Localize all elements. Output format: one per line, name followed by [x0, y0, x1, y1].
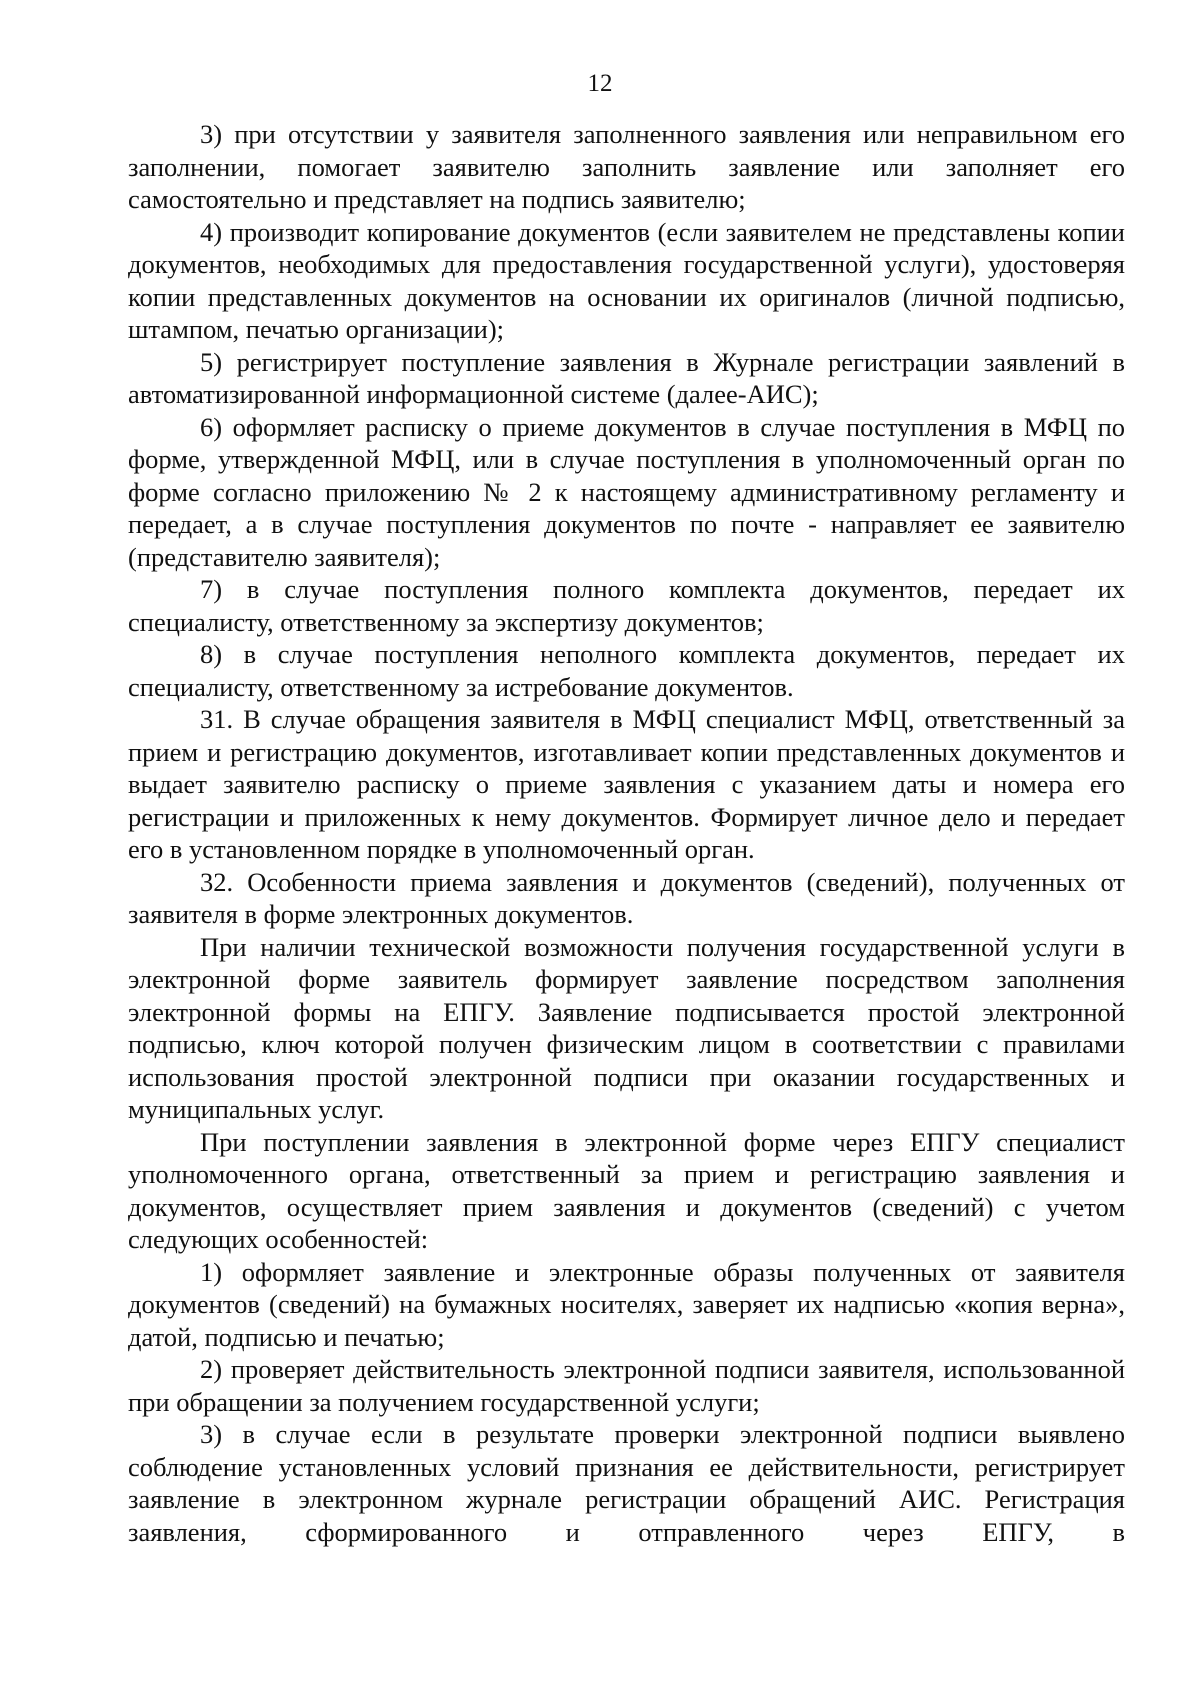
paragraph-item-7-full-set: 7) в случае поступления полного комплекта документов, передает их специалисту, ответственному за экспертизу документов;: [128, 574, 1125, 637]
paragraph-sub-3-registration: 3) в случае если в результате проверки электронной подписи выявлено соблюдение установленных условий признания ее действительности, регистрирует заявление в электронном журнале регистрации обращений АИС. Регистрация заявления, сформированного и отправленного через ЕПГУ, в: [128, 1419, 1125, 1547]
paragraph-epgu-form: При наличии технической возможности получения государственной услуги в электронной форме заявитель формирует заявление посредством заполнения электронной формы на ЕПГУ. Заявление подписывается простой электронной подписью, ключ которой получен физическим лицом в соответствии с правилами использования простой электронной подписи при оказании государственных и муниципальных услуг.: [128, 931, 1125, 1124]
paragraph-sub-2-signature-check: 2) проверяет действительность электронной подписи заявителя, использованной при обращении за получением государственной услуги;: [128, 1354, 1125, 1417]
paragraph-32-electronic: 32. Особенности приема заявления и документов (сведений), полученных от заявителя в форме электронных документов.: [128, 866, 1125, 929]
paragraph-sub-1-paper-copies: 1) оформляет заявление и электронные образы полученных от заявителя документов (сведений) на бумажных носителях, заверяет их надписью «копия верна», датой, подписью и печатью;: [128, 1256, 1125, 1352]
paragraph-item-3-no-application: 3) при отсутствии у заявителя заполненного заявления или неправильном его заполнении, помогает заявителю заполнить заявление или заполняет его самостоятельно и представляет на подпись заявителю;: [128, 119, 1125, 214]
paragraph-item-5-registration: 5) регистрирует поступление заявления в Журнале регистрации заявлений в автоматизированной информационной системе (далее-АИС);: [128, 346, 1125, 409]
paragraph-31-mfc: 31. В случае обращения заявителя в МФЦ специалист МФЦ, ответственный за прием и регистрацию документов, изготавливает копии представленных документов и выдает заявителю расписку о приеме заявления с указанием даты и номера его регистрации и приложенных к нему документов. Формирует личное дело и передает его в установленном порядке в уполномоченный орган.: [128, 704, 1125, 864]
paragraph-item-8-incomplete-set: 8) в случае поступления неполного комплекта документов, передает их специалисту, ответственному за истребование документов.: [128, 639, 1125, 702]
paragraph-item-6-receipt: 6) оформляет расписку о приеме документов в случае поступления в МФЦ по форме, утвержденной МФЦ, или в случае поступления в уполномоченный орган по форме согласно приложению № 2 к настоящему административному регламенту и передает, а в случае поступления документов по почте - направляет ее заявителю (представителю заявителя);: [128, 411, 1125, 572]
page-number: 12: [587, 70, 613, 97]
paragraph-epgu-receipt: При поступлении заявления в электронной форме через ЕПГУ специалист уполномоченного органа, ответственный за прием и регистрацию заявления и документов, осуществляет прием заявления и документов (сведений) с учетом следующих особенностей:: [128, 1126, 1125, 1254]
document-body: [128, 118, 1125, 1548]
paragraph-item-4-copying: 4) производит копирование документов (если заявителем не представлены копии документов, необходимых для предоставления государственной услуги), удостоверяя копии представленных документов на основании их оригиналов (личной подписью, штампом, печатью организации);: [128, 216, 1125, 344]
